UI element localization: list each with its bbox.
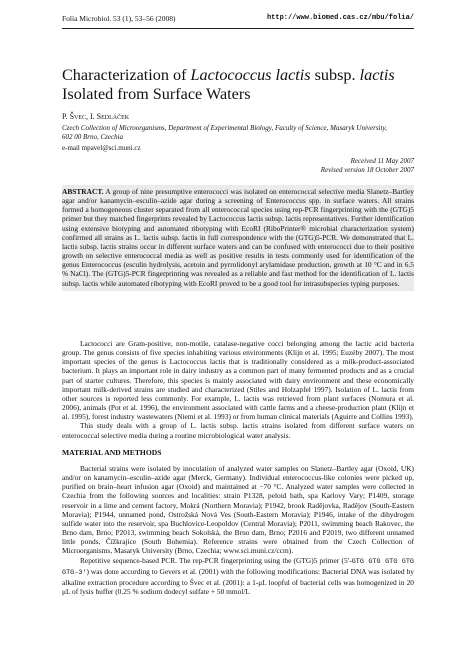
received-dates (214, 157, 414, 175)
intro-paragraph: This study deals with a group of L. lactis subsp. lactis strains isolated from different surface waters on enterococcal selective media during a routine microbiological water analysis. (62, 421, 414, 440)
title-species: Lactococcus lactis (190, 66, 311, 84)
methods-text: ) was done according to Gevers et al. (2001) with the following modifications: Bacterial DNA was isolated by alkaline extraction procedure according to Švec et al. (2001): a 1-μL loopful of bacterial cells was homogenized in 20 μL of lysis buffer (0.25 % sodium dodecyl sulfate + 50 mmol/L (62, 566, 414, 597)
introduction (62, 339, 414, 440)
abstract-text: A group of nine presumptive enterococci was isolated on enterococcal selective media Slanetz–Bartley agar and/or kanamycin–esculin–azide agar during a screening of Enterococcus spp. in surface waters. All strains formed a homogeneous cluster separated from all enterococcal species using rep-PCR fingerprinting with the (GTG)5 primer but they matched fingerprints revealed by Lactococcus lactis subsp. lactis representatives. Further identification using extensive biotyping and automated ribotyping with EcoRI (RiboPrinter® microbial characterization system) confirmed all strains as L. lactis subsp. lactis in full correspondence with the (GTG)5-PCR. We demonstrated that L. lactis subsp. lactis strains occur in different surface waters and can be confused with enterococci due to their positive growth on selective enterococcal media as well as positive results in tests commonly used for identification of the genus Enterococcus (esculin hydrolysis, acetoin and pyrrolidonyl arylamidase production, growth at 10 °C and in 6.5 % NaCl). The (GTG)5-PCR fingerprinting was revealed as a reliable and fast method for the identification of L. lactis subsp. lactis while automated ribotyping with EcoRI proved to be a good tool for intrasubspecies typing purposes. (62, 187, 414, 288)
header-rule (62, 28, 414, 29)
journal-citation: Folia Microbiol. 53 (1), 53–56 (2008) (62, 14, 176, 23)
contact-email: e-mail mpavel@sci.muni.cz (62, 144, 141, 152)
title-part: Characterization of (62, 66, 191, 84)
received-date: Received 11 May 2007 (350, 157, 414, 165)
journal-url[interactable]: http://www.biomed.cas.cz/mbu/folia/ (266, 14, 414, 22)
methods-paragraph (62, 556, 414, 597)
title-line-2: Isolated from Surface Waters (62, 85, 251, 103)
author-list: P. Švec, I. Sedláček (62, 112, 130, 121)
affiliation-line: Czech Collection of Microorganisms, Department of Experimental Biology, Faculty of Science, Masaryk University, (62, 124, 387, 132)
affiliation (62, 124, 414, 142)
intro-paragraph: Lactococci are Gram-positive, non-motile, catalase-negative cocci belonging among the lactic acid bacteria group. The genus consists of five species inhabiting various environments (Klijn et al. 1995; Euzéby 2007). The most important species of the genus is Lactococcus lactis that is traditionally considered as a milk-product-associated bacterium. It plays an important role in dairy industry as a common part of many fermented products and as a crucial part of starter cultures. Therefore, this species is mainly associated with dairy environment and these economically important milk-derived strains are studied and characterized (Stiles and Holzapfel 1997). Isolation of L. lactis from other sources is reported less commonly. For example, L. lactis was retrieved from plant surfaces (Nomura et al. 2006), animals (Pot et al. 1996), the environment associated with cattle farms and a cheese-production plant (Klijn et al. 1995), forest industry wastewaters (Niemi et al. 1993) or from human clinical materials (Aguirre and Collins 1993). (62, 339, 414, 422)
title-subspecies: lactis (359, 66, 395, 84)
methods-text: Repetitive sequence-based PCR. The rep-PCR fingerprinting using the (GTG)5 primer (5′- (80, 555, 352, 565)
methods-body (62, 464, 414, 596)
running-header (62, 14, 414, 26)
article-title (62, 66, 414, 104)
title-part: subsp. (310, 66, 360, 84)
section-heading: MATERIAL AND METHODS (62, 448, 162, 457)
affiliation-line: 602 00 Brno, Czechia (62, 133, 124, 141)
revised-date: Revised version 18 October 2007 (320, 166, 414, 174)
abstract-label: ABSTRACT. (62, 187, 104, 196)
primer-sequence: GTG GTG GTG GTG GTG-3′ (62, 557, 414, 577)
methods-paragraph: Bacterial strains were isolated by inoculation of analyzed water samples on Slanetz–Bartley agar (Oxoid, UK) and/or on kanamycin–esculin–azide agar (Merck, Germany). Individual enterococcus-like colonies were picked up, purified on brain–heart infusion agar (Oxoid) and maintained at −70 °C. Analyzed water samples were collected in Czechia from the following sources and localities: strain P1328, peloid bath, spa Karlovy Vary; P1409, storage reservoir in a lime and cement factory, Mokrá (Northern Moravia); P1942, brook Radějovka, Radějov (South-Eastern Moravia); P1944, unnamed pond, Ostrožská Nová Ves (South-Eastern Moravia); P1946, intake of the dihydrogen sulfide water into the reservoir, spa Buchlovice-Leopoldov (Central Moravia); P2011, swimming beach Rakovec, the Brno dam, Brno; P2013, swimming beach Sokolská, the Brno dam, Brno; P2016 and P2019, two different unnamed little ponds, Čížkrajice (South Bohemia). Reference strains were obtained from the Czech Collection of Microorganisms, Masaryk University (Brno, Czechia; www.sci.muni.cz/ccm). (62, 464, 414, 556)
abstract-block (62, 185, 414, 291)
